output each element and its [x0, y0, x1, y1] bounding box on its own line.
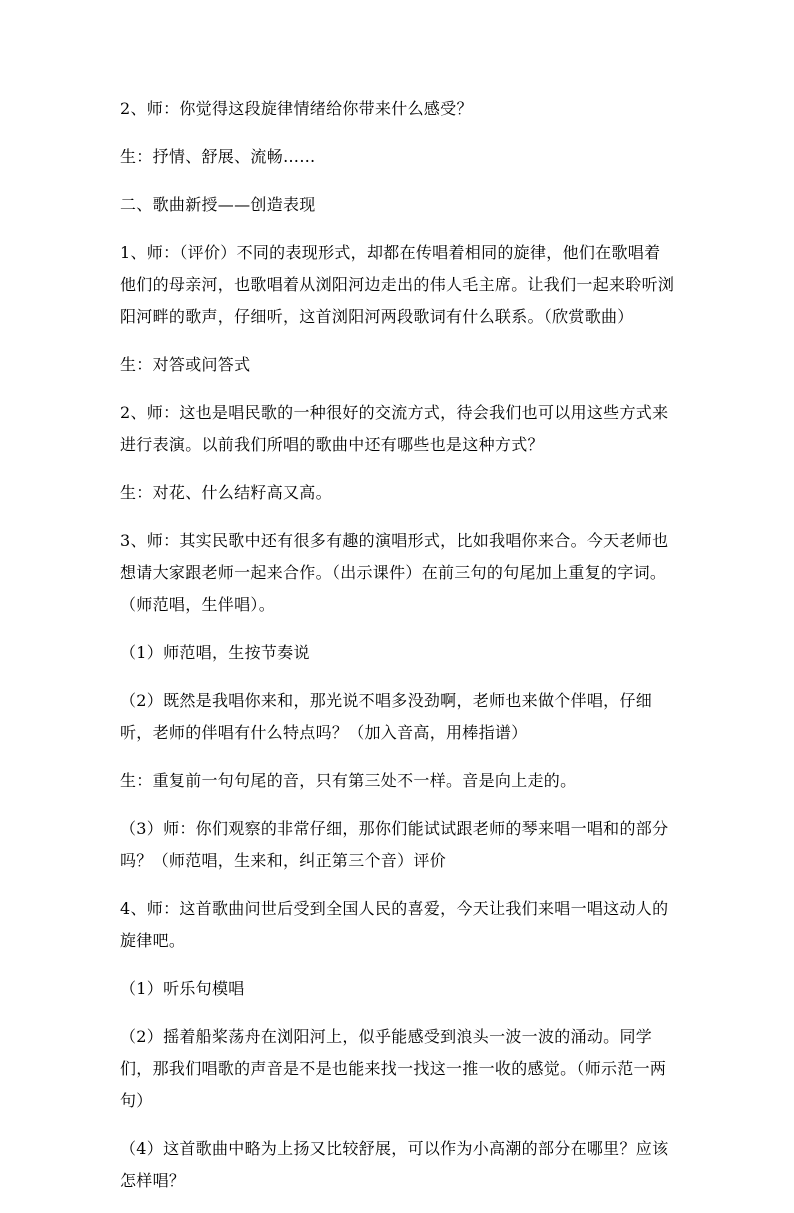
paragraph-sub-4: （4）这首歌曲中略为上扬又比较舒展，可以作为小高潮的部分在哪里？应该怎样唱？	[120, 1139, 669, 1190]
paragraph-student-answer-3: 生：对花、什么结籽高又高。	[120, 483, 332, 502]
paragraph-question-2: 2、师：你觉得这段旋律情绪给你带来什么感受？	[120, 99, 473, 118]
paragraph-step-1: （1）师范唱，生按节奏说	[120, 643, 310, 662]
paragraph-sub-1: （1）听乐句模唱	[120, 979, 245, 998]
paragraph-teacher-4: 4、师：这首歌曲问世后受到全国人民的喜爱，今天让我们来唱一唱这动人的旋律吧。	[120, 899, 669, 950]
paragraph-step-3: （3）师：你们观察的非常仔细，那你们能试试跟老师的琴来唱一唱和的部分吗？（师范唱，生来和，纠正第三个音）评价	[120, 819, 669, 870]
paragraph-student-answer-2: 生：对答或问答式	[120, 355, 251, 374]
document-body	[120, 93, 675, 1213]
section-heading-new-song: 二、歌曲新授——创造表现	[120, 195, 316, 214]
paragraph-teacher-1: 1、师：（评价）不同的表现形式，却都在传唱着相同的旋律，他们在歌唱着他们的母亲河，也歌唱着从浏阳河边走出的伟人毛主席。让我们一起来聆听浏阳河畔的歌声，仔细听，这首浏阳河两段歌词有什么联系。（欣赏歌曲）	[120, 243, 675, 326]
paragraph-student-answer-1: 生：抒情、舒展、流畅……	[120, 147, 316, 166]
paragraph-sub-2: （2）摇着船桨荡舟在浏阳河上，似乎能感受到浪头一波一波的涌动。同学们，那我们唱歌的声音是不是也能来找一找这一推一收的感觉。（师示范一两句）	[120, 1027, 667, 1110]
paragraph-student-answer-4: 生：重复前一句句尾的音，只有第三处不一样。音是向上走的。	[120, 771, 577, 790]
paragraph-step-2: （2）既然是我唱你来和，那光说不唱多没劲啊，老师也来做个伴唱，仔细听，老师的伴唱有什么特点吗？（加入音高，用棒指谱）	[120, 691, 653, 742]
paragraph-teacher-2: 2、师：这也是唱民歌的一种很好的交流方式，待会我们也可以用这些方式来进行表演。以前我们所唱的歌曲中还有哪些也是这种方式？	[120, 403, 669, 454]
paragraph-teacher-3: 3、师：其实民歌中还有很多有趣的演唱形式，比如我唱你来合。今天老师也想请大家跟老师一起来合作。（出示课件）在前三句的句尾加上重复的字词。（师范唱，生伴唱）。	[120, 531, 669, 614]
